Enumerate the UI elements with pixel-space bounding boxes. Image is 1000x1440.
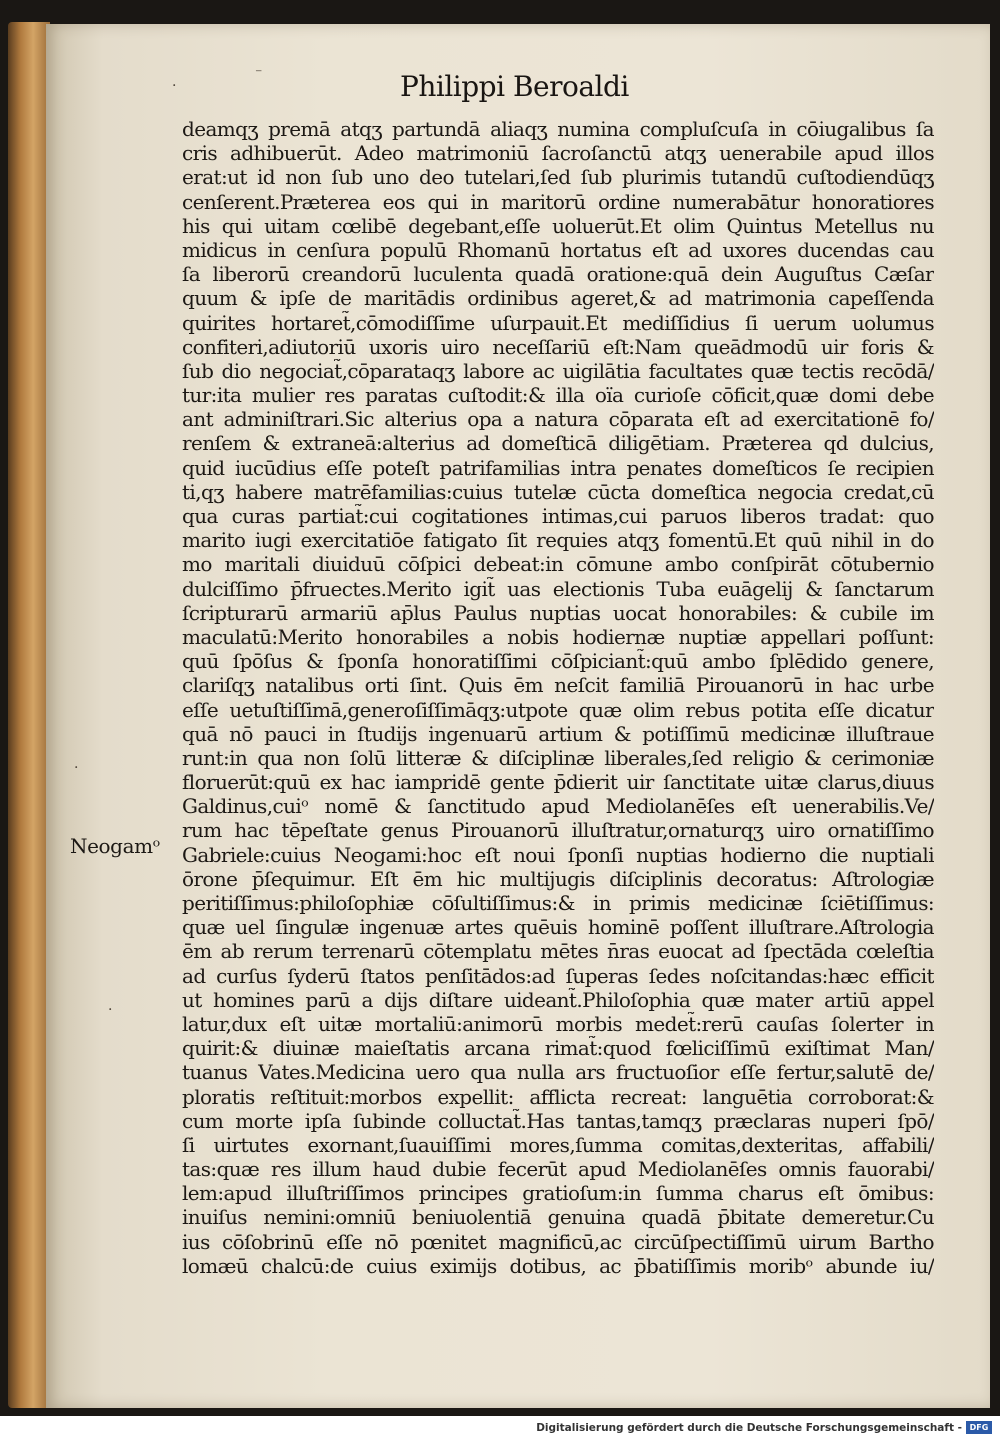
text-line: ant adminiſtrari.Sic alterius opa a natura cōparata eſt ad exercitationē fo/	[182, 407, 934, 432]
text-line: quæ uel ſingulæ ingenuæ artes quēuis hominē poſſent illuſtrare.Aſtrologia	[182, 915, 934, 940]
text-line: tas:quæ res illum haud dubie fecerūt apud Mediolanēſes omnis fauorabi/	[182, 1157, 934, 1182]
text-line: ius cōſobrinū eſſe nō pœnitet magnificū,ac circūſpectiſſimū uirum Bartho	[182, 1229, 934, 1254]
text-line: marito iugi exercitatiōe fatigato ſit requies atqʒ fomentū.Et quū nihil in do	[182, 528, 934, 553]
text-line: latur,dux eſt uitæ mortaliū:animorū morbis medet̃:rerū cauſas ſolerter in	[182, 1011, 934, 1036]
text-line: ſi uirtutes exornant,ſuauiſſimi mores,ſumma comitas,dexteritas, affabili/	[182, 1132, 934, 1157]
text-line: lomæū chalcū:de cuius eximijs dotibus, ac p̄batiſſimis moribᵒ abunde iu/	[182, 1253, 934, 1278]
digitization-credit: Digitalisierung gefördert durch die Deutsche Forschungsgemeinschaft -	[536, 1422, 962, 1434]
ink-speck: ·	[108, 1002, 113, 1018]
book-spine-edge	[8, 22, 50, 1408]
text-line: mo maritali diuiduū cōſpici debeat:in cōmune ambo conſpirāt cōtubernio	[182, 552, 934, 577]
text-line: tuanus Vates.Medicina uero qua nulla ars fructuoſior eſſe fertur,salutē de/	[182, 1060, 934, 1085]
text-line: ti,qʒ habere matrēfamilias:cuius tutelæ cūcta domeſtica negocia credat,cū	[182, 479, 934, 504]
text-line: tur:ita mulier res paratas cuſtodit:& illa oïa curioſe cōficit,quæ domi debe	[182, 383, 934, 408]
text-line: ploratis reſtituit:morbos expellit: afflicta recreat: languētia corroborat:&	[182, 1084, 934, 1109]
text-line: ſcripturarū armariū ap̄lus Paulus nuptias uocat honorabiles: & cubile im	[182, 600, 934, 625]
text-line: renſem & extraneā:alterius ad domeſticā diligētiam. Præterea qd dulcius,	[182, 431, 934, 456]
text-line: inuiſus nemini:omniū beniuolentiā genuina quadā p̄bitate demeretur.Cu	[182, 1205, 934, 1230]
text-line: quum & ipſe de maritādis ordinibus ageret,& ad matrimonia capeſſenda	[182, 286, 934, 311]
text-line: eſſe uetuſtiſſimā,generoſiſſimāqʒ:utpote quæ olim rebus potita eſſe dicatur	[182, 697, 934, 722]
ink-speck: ⁻	[255, 66, 263, 82]
text-line: cum morte ipſa ſubinde colluctat̃.Has tantas,tamqʒ præclaras nuperi ſpō/	[182, 1108, 934, 1133]
body-text-block	[182, 117, 934, 1278]
text-line: peritiſſimus:philoſophiæ cōſultiſſimus:& in primis medicinæ ſciētiſſimus:	[182, 891, 934, 915]
text-line: rum hac tēpeſtate genus Pirouanorū illuſtratur,ornaturqʒ uiro ornatiſſimo	[182, 818, 934, 843]
running-title: Philippi Beroaldi	[400, 70, 629, 103]
text-line: quirites hortaret̃,cōmodiſſime uſurpauit.Et mediſſidius ſi uerum uolumus	[182, 310, 934, 335]
text-line: midicus in cenſura populū Rhomanū hortatus eſt ad uxores ducendas cau	[182, 237, 934, 262]
ink-speck: ·	[74, 760, 79, 776]
text-line: confiteri,adiutoriū uxoris uiro neceſſariū eſt:Nam queādmodū uir foris &	[182, 334, 934, 359]
text-line: runt:in qua non ſolū litteræ & diſciplinæ liberales,ſed religio & cerimoniæ	[182, 745, 934, 770]
ink-speck: ·	[172, 78, 177, 94]
text-line: ēm ab rerum terrenarū cōtemplatu mētes n̄ras euocat ad ſpectāda cœleſtia	[182, 939, 934, 964]
text-line: erat:ut id non ſub uno deo tutelari,ſed ſub plurimis tutandū cuſtodiendūqʒ	[182, 165, 934, 190]
text-line: cris adhibuerūt. Adeo matrimoniū ſacroſanctū atqʒ uenerabile apud illos	[182, 141, 934, 166]
text-line: quid iucūdius eſſe poteſt patrifamilias intra penates domeſticos ſe recipien	[182, 455, 934, 480]
text-line: Gabriele:cuius Neogami:hoc eſt noui ſponſi nuptias hodierno die nuptiali	[182, 842, 934, 867]
text-line: quirit:& diuinæ maieſtatis arcana rimat̃:quod fœliciſſimū exiſtimat Man/	[182, 1036, 934, 1061]
marginal-note: Neogamᵒ	[70, 834, 160, 858]
text-line: quā nō pauci in ſtudijs ingenuarū artium & potiſſimū medicinæ illuſtraue	[182, 721, 934, 746]
text-line: floruerūt:quū ex hac iampridē gente p̄dierit uir ſanctitate uitæ clarus,diuus	[182, 770, 934, 795]
text-line: ſa liberorū creandorū luculenta quadā oratione:quā dein Auguſtus Cæſar	[182, 262, 934, 287]
text-line: quū ſpōſus & ſponſa honoratiſſimi cōſpiciant̃:quū ambo ſplēdido genere,	[182, 649, 934, 674]
text-line: ut homines parū a dijs diſtare uideant̃.Philoſophia quæ mater artiū appel	[182, 987, 934, 1012]
text-line: dulciſſimo p̄fruectes.Merito igit̃ uas electionis Tuba euāgelij & ſanctarum	[182, 576, 934, 601]
dfg-logo: DFG	[966, 1421, 992, 1434]
text-line: Galdinus,cuiᵒ nomē & ſanctitudo apud Mediolanēſes eſt uenerabilis.Ve/	[182, 794, 934, 819]
text-line: qua curas partiat̃:cui cogitationes intimas,cui paruos liberos tradat: quo	[182, 504, 934, 528]
text-line: ad curſus ſyderū ſtatos penſitādos:ad ſuperas ſedes noſcitandas:hæc efficit	[182, 963, 934, 988]
text-line: ōrone p̄ſequimur. Eſt ēm hic multijugis diſciplinis decoratus: Aſtrologiæ	[182, 866, 934, 891]
text-line: ſub dio negociat̃,cōparataqʒ labore ac uigilātia facultates quæ tectis recōdā/	[182, 358, 934, 383]
text-line: deamqʒ premā atqʒ partundā aliaqʒ numina compluſcuſa in cōiugalibus ſa	[182, 117, 934, 141]
text-line: lem:apud illuſtriſſimos principes gratioſum:in ſumma charus eſt ōmibus:	[182, 1181, 934, 1206]
text-line: maculatū:Merito honorabiles a nobis hodiernæ nuptiæ appellari poſſunt:	[182, 624, 934, 649]
text-line: his qui uitam cœlibē degebant,eſſe uoluerūt.Et olim Quintus Metellus nu	[182, 213, 934, 238]
text-line: cenſerent.Præterea eos qui in maritorū ordine numerabātur honoratiores	[182, 189, 934, 214]
text-line: clariſqʒ natalibus orti ſint. Quis ēm neſcit familiā Pirouanorū in hac urbe	[182, 673, 934, 698]
